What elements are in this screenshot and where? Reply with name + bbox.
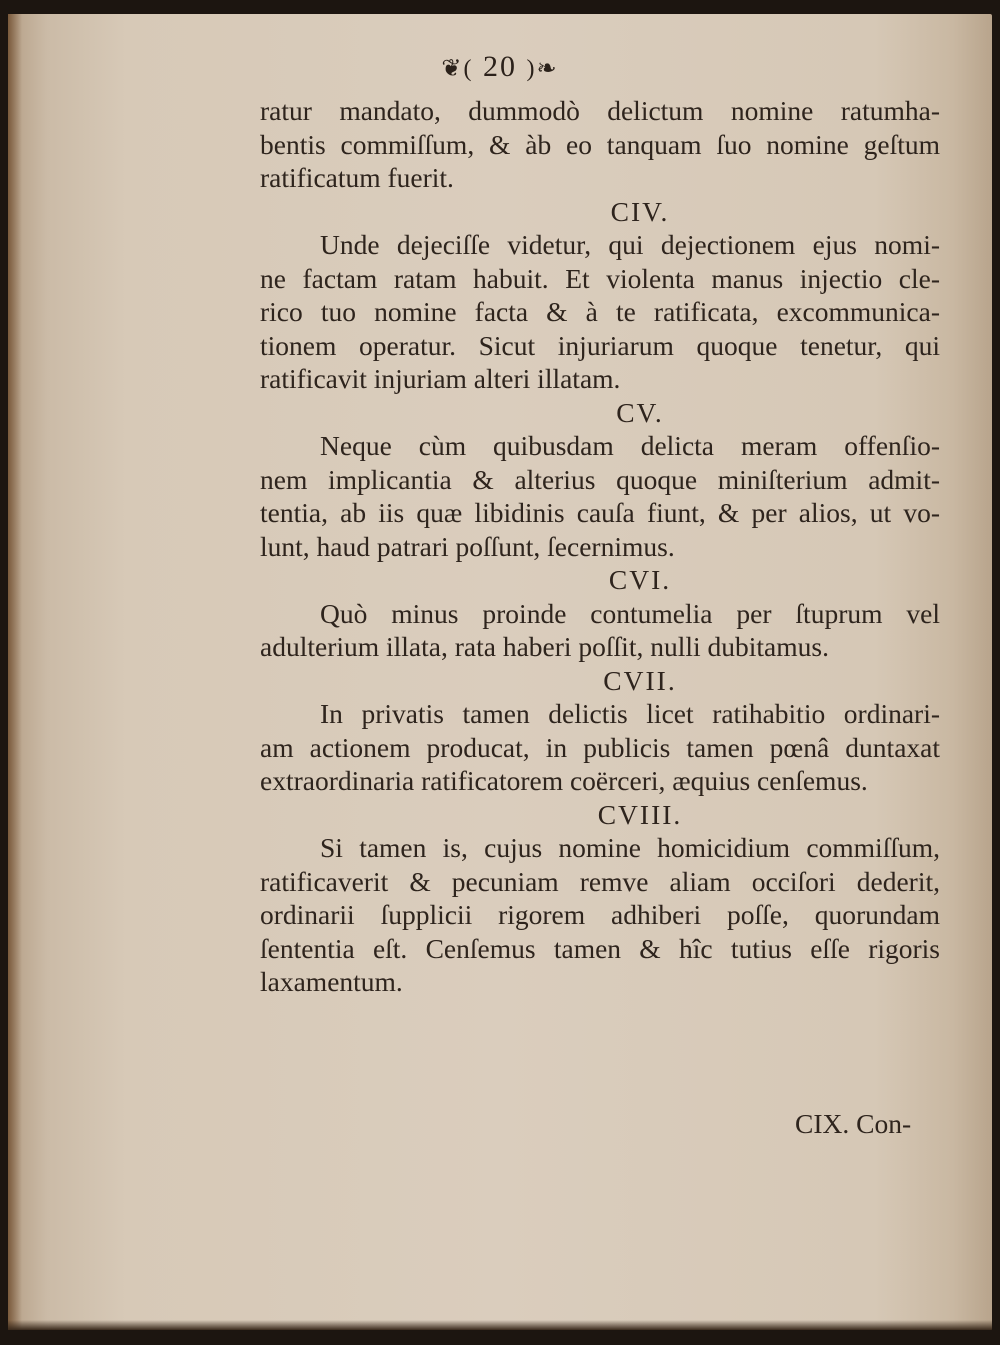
text-line: am actionem producat, in publicis tamen pœnâ duntaxat <box>260 731 940 763</box>
running-head <box>0 50 1000 84</box>
text-line: ordinarii ſupplicii rigorem adhiberi poſſe, quorundam <box>260 899 940 930</box>
text-line: adulterium illata, rata haberi poſſit, nulli dubitamus. <box>260 631 829 662</box>
text-line: lunt, haud patrari poſſunt, ſecernimus. <box>260 530 675 562</box>
section-heading-civ: CIV. <box>610 195 670 227</box>
section-heading-cvi: CVI. <box>608 564 672 595</box>
text-line: nem implicantia & alterius quoque miniſterium admit- <box>260 463 940 495</box>
text-line: ratificatum fuerit. <box>260 162 454 193</box>
text-line: ratur mandato, dummodò delictum nomine ratumha- <box>260 95 940 126</box>
ornament-left: ❦( <box>441 56 474 82</box>
text-line: Neque cùm quibusdam delicta meram offenſio- <box>320 430 940 461</box>
text-line: extraordinaria ratificatorem coërceri, æquius cenſemus. <box>260 765 868 796</box>
text-line: Quò minus proinde contumelia per ſtuprum vel <box>320 597 940 629</box>
text-line: tentia, ab iis quæ libidinis cauſa fiunt, & per alios, ut vo- <box>260 497 940 528</box>
text-line: tionem operatur. Sicut injuriarum quoque tenetur, qui <box>260 329 940 361</box>
text-line: ratificaverit & pecuniam remve aliam occiſori dederit, <box>260 865 940 897</box>
catchword: CIX. Con- <box>795 1108 912 1139</box>
section-heading-cvii: CVII. <box>603 664 677 696</box>
page-number: 20 <box>483 50 517 83</box>
text-line: Unde dejeciſſe videtur, qui dejectionem ejus nomi- <box>320 229 940 260</box>
text-line: In privatis tamen delictis licet ratihabitio ordinari- <box>320 698 940 729</box>
section-heading-cviii: CVIII. <box>597 798 683 830</box>
body-text <box>260 94 940 999</box>
section-heading-cv: CV. <box>616 396 664 428</box>
text-line: bentis commiſſum, & àb eo tanquam ſuo nomine geſtum <box>260 128 940 160</box>
text-line: rico tuo nomine facta & à te ratificata, excommunica- <box>260 296 940 327</box>
text-line: ſententia eſt. Cenſemus tamen & hîc tutius eſſe rigoris <box>260 932 940 964</box>
text-line: laxamentum. <box>260 966 403 997</box>
text-line: ratificavit injuriam alteri illatam. <box>260 363 621 394</box>
text-line: Si tamen is, cujus nomine homicidium commiſſum, <box>320 832 940 863</box>
text-line: ne factam ratam habuit. Et violenta manus injectio cle- <box>260 262 940 294</box>
ornament-right: )❧ <box>526 56 559 82</box>
